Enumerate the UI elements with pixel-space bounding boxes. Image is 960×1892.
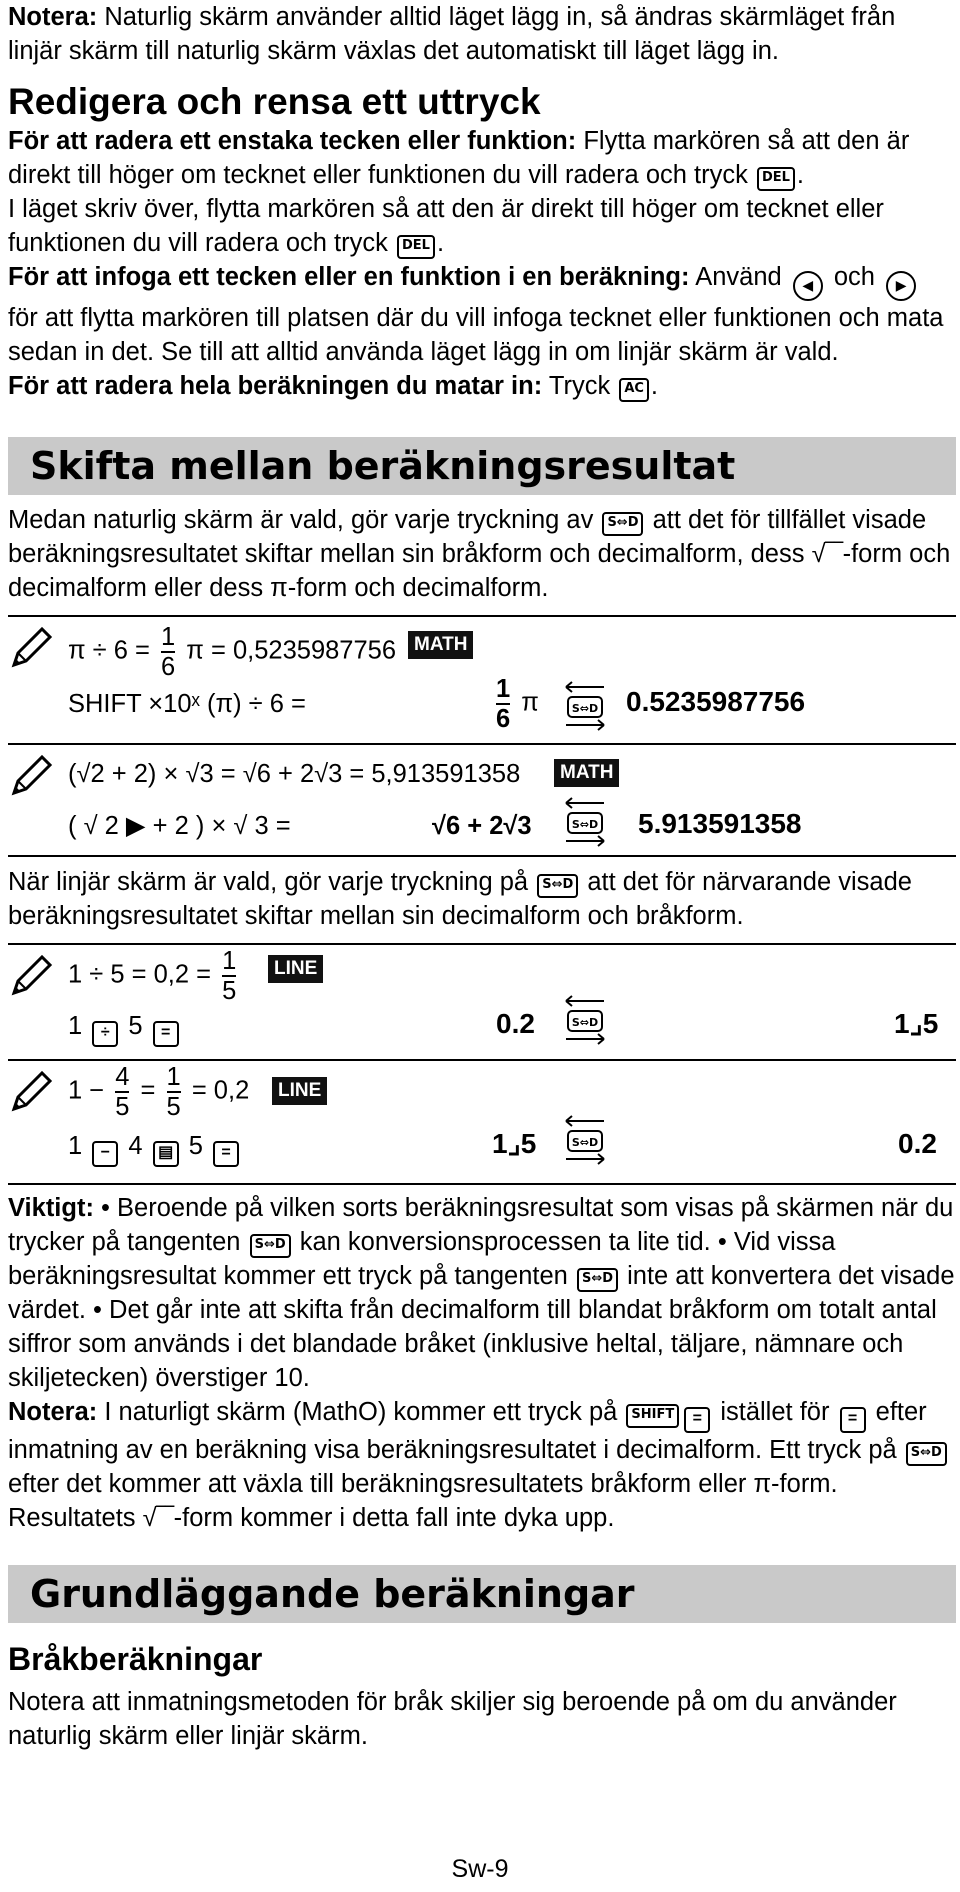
para-text: Använd	[689, 263, 782, 291]
s-d-key-icon: S⇔D	[537, 874, 578, 898]
para-text: efter inmatning av en beräkning visa beräkningsresultatet i decimalform. Ett tryck på	[8, 1398, 927, 1464]
fraction	[496, 675, 510, 733]
svg-text:S⇔D: S⇔D	[571, 818, 599, 831]
denominator: 5	[166, 1093, 181, 1121]
key-digit: 5	[188, 1132, 203, 1160]
expr-text: 1 −	[68, 1076, 105, 1105]
key-digit: 1	[68, 1012, 83, 1040]
sqrt-symbol-icon: √‾‾	[811, 540, 843, 568]
para-text: kan konversionsprocessen ta lite tid. • Vid vissa beräkningsresultat kommer ett tryck på tangenten	[8, 1228, 836, 1290]
s-d-key-icon: S⇔D	[906, 1442, 947, 1466]
ac-key-icon: AC	[619, 378, 649, 402]
section-band-basic	[8, 1565, 956, 1623]
numerator: 1	[161, 623, 176, 651]
key-sequence	[68, 1129, 242, 1167]
expr-text: =	[140, 1076, 156, 1105]
fraction-result: 1⌟5	[894, 1008, 939, 1039]
important-paragraph	[8, 1191, 956, 1395]
example-4	[8, 1061, 956, 1183]
pencil-icon	[8, 753, 54, 799]
s-d-swap-icon	[562, 1113, 608, 1167]
para-text: I läget skriv över, flytta markören så att den är direkt till höger om tecknet eller funktionen du vill radera och tryck	[8, 195, 884, 257]
bold-lead: För att radera ett enstaka tecken eller funktion:	[8, 127, 577, 155]
numerator: 1	[166, 1063, 181, 1091]
para-text: och	[833, 263, 875, 291]
example-3	[8, 945, 956, 1059]
svg-text:S⇔D: S⇔D	[571, 702, 599, 715]
s-d-key-icon: S⇔D	[250, 1234, 291, 1258]
key-sequence: SHIFT ×10ˣ (π) ÷ 6 =	[68, 690, 306, 718]
paragraph-fractions: Notera att inmatningsmetoden för bråk skiljer sig beroende på om du använder naturlig skärm eller linjär skärm.	[8, 1688, 897, 1750]
expression	[68, 947, 240, 1005]
equals-key-icon: =	[684, 1407, 710, 1433]
s-d-key-icon: S⇔D	[602, 512, 643, 536]
numerator: 4	[115, 1063, 130, 1091]
math-badge: MATH	[554, 759, 619, 787]
note-label: Notera:	[8, 1398, 98, 1426]
pi-symbol: π	[521, 688, 539, 717]
key-sequence	[68, 1009, 182, 1047]
para-text: att det för tillfället visade beräkningsresultatet skiftar mellan sin bråkform och decimalform, dess	[8, 506, 927, 568]
denominator: 6	[161, 653, 176, 681]
denominator: 6	[496, 705, 511, 733]
shift-key-icon: SHIFT	[626, 1404, 679, 1428]
denominator: 5	[222, 977, 237, 1005]
para-text: Medan naturlig skärm är vald, gör varje tryckning av	[8, 506, 594, 534]
minus-key-icon: −	[92, 1141, 118, 1167]
del-key-icon: DEL	[397, 235, 435, 259]
fraction	[222, 947, 236, 1005]
denominator: 5	[115, 1093, 130, 1121]
note-text: Naturlig skärm använder alltid läget lägg in, så ändras skärmläget från linjär skärm till naturlig skärm växlas det automatiskt till läget lägg in.	[8, 3, 896, 65]
pencil-icon	[8, 953, 54, 999]
para-text: -form och decimalform eller dess π-form och decimalform.	[8, 540, 951, 602]
line-badge: LINE	[272, 1077, 327, 1105]
right-arrow-key-icon: ▶	[886, 271, 916, 301]
fraction	[115, 1063, 129, 1121]
para-text: istället för	[720, 1398, 830, 1426]
s-d-key-icon: S⇔D	[577, 1268, 618, 1292]
bold-lead: För att radera hela beräkningen du matar in:	[8, 372, 543, 400]
natural-result	[492, 675, 539, 733]
paragraph-insert	[8, 260, 956, 369]
s-d-swap-icon	[562, 679, 608, 733]
expr-text: π = 0,5235987756	[186, 636, 397, 665]
divide-key-icon: ÷	[92, 1021, 118, 1047]
equals-key-icon: =	[213, 1141, 239, 1167]
equals-key-icon: =	[153, 1021, 179, 1047]
example-1	[8, 617, 956, 743]
svg-text:S⇔D: S⇔D	[571, 1016, 599, 1029]
expr-text: 1 ÷ 5 = 0,2 =	[68, 960, 212, 989]
decimal-result: 0.2	[898, 1128, 937, 1159]
paragraph-natural-switch	[8, 503, 956, 605]
para-text: inte att konvertera det visade värdet. • Det går inte att skifta från decimalform till blandat bråkform om totalt antal siffror som används i det blandade bråket (inklusive heltal, täljare, nämnare och skiljetecken) överstiger 10.	[8, 1262, 955, 1392]
paragraph-clear-all: För att radera hela beräkningen du matar in: Tryck AC .	[8, 372, 659, 400]
para-text: När linjär skärm är vald, gör varje tryckning på	[8, 868, 529, 896]
section-title-switch: Skifta mellan beräkningsresultat	[30, 444, 736, 488]
divider	[8, 1183, 956, 1185]
bold-lead: För att infoga ett tecken eller en funktion i en beräkning:	[8, 263, 690, 291]
important-label: Viktigt:	[8, 1194, 94, 1222]
para-text: efter det kommer att växla till beräkningsresultatets bråkform eller π-form. Resultatets	[8, 1470, 838, 1532]
paragraph-linear-switch	[8, 865, 956, 933]
fraction-key-icon: ▤	[153, 1141, 179, 1167]
subsection-title: Bråkberäkningar	[8, 1641, 263, 1677]
svg-text:S⇔D: S⇔D	[571, 1136, 599, 1149]
expression	[68, 1063, 249, 1121]
expression	[68, 623, 396, 681]
paragraph-delete-char: För att radera ett enstaka tecken eller funktion: Flytta markören så att den är direkt till höger om tecknet eller funktionen du vill radera och tryck DEL .	[8, 127, 910, 189]
equals-key-icon: =	[840, 1407, 866, 1433]
example-2	[8, 745, 956, 855]
s-d-swap-icon	[562, 795, 608, 849]
sqrt-symbol-icon: √‾‾	[142, 1504, 174, 1532]
note-label: Notera:	[8, 3, 98, 31]
expr-text: = 0,2	[191, 1076, 250, 1105]
para-text: • Beroende på vilken sorts beräkningsresultat som visas på skärmen när du trycker på tangenten	[8, 1194, 954, 1256]
left-arrow-key-icon: ◀	[793, 271, 823, 301]
para-text: att det för närvarande visade beräkningsresultatet skiftar mellan sin decimalform och bråkform.	[8, 868, 912, 930]
decimal-result: 0.5235987756	[626, 686, 806, 717]
intro-note	[8, 0, 956, 68]
section-title-edit: Redigera och rensa ett uttryck	[8, 81, 541, 122]
key-digit: 4	[128, 1132, 143, 1160]
line-badge: LINE	[268, 955, 323, 983]
fraction-result: 1⌟5	[492, 1128, 537, 1159]
para-text: Flytta markören så att den är direkt till höger om tecknet eller funktionen du vill radera och tryck	[8, 127, 910, 189]
section-band-switch	[8, 437, 956, 495]
math-badge: MATH	[408, 631, 473, 659]
natural-result: √6 + 2√3	[432, 812, 532, 840]
del-key-icon: DEL	[757, 167, 795, 191]
page-number: Sw-9	[451, 1855, 509, 1883]
para-text: I naturligt skärm (MathO) kommer ett tryck på	[97, 1398, 618, 1426]
section-title-basic: Grundläggande beräkningar	[30, 1572, 635, 1616]
key-digit: 5	[128, 1012, 143, 1040]
pencil-icon	[8, 1069, 54, 1115]
key-sequence: ( √ 2 ▶ + 2 ) × √ 3 =	[68, 812, 291, 840]
divider	[8, 855, 956, 857]
decimal-result: 5.913591358	[638, 808, 802, 839]
expr-text: π ÷ 6 =	[68, 636, 150, 665]
para-text: -form kommer i detta fall inte dyka upp.	[173, 1504, 615, 1532]
key-digit: 1	[68, 1132, 83, 1160]
para-text: Tryck	[542, 372, 611, 400]
fraction	[167, 1063, 181, 1121]
expression: (√2 + 2) × √3 = √6 + 2√3 = 5,913591358	[68, 760, 521, 788]
pencil-icon	[8, 625, 54, 671]
fraction	[161, 623, 175, 681]
decimal-result: 0.2	[496, 1008, 535, 1039]
numerator: 1	[496, 675, 511, 703]
s-d-swap-icon	[562, 993, 608, 1047]
paragraph-overwrite: I läget skriv över, flytta markören så att den är direkt till höger om tecknet eller funktionen du vill radera och tryck DEL .	[8, 195, 884, 257]
note-paragraph	[8, 1395, 956, 1535]
numerator: 1	[222, 947, 237, 975]
para-text: för att flytta markören till platsen där du vill infoga tecknet eller funktionen och mata sedan in det. Se till att alltid använda läget lägg in om linjär skärm är vald.	[8, 304, 944, 366]
